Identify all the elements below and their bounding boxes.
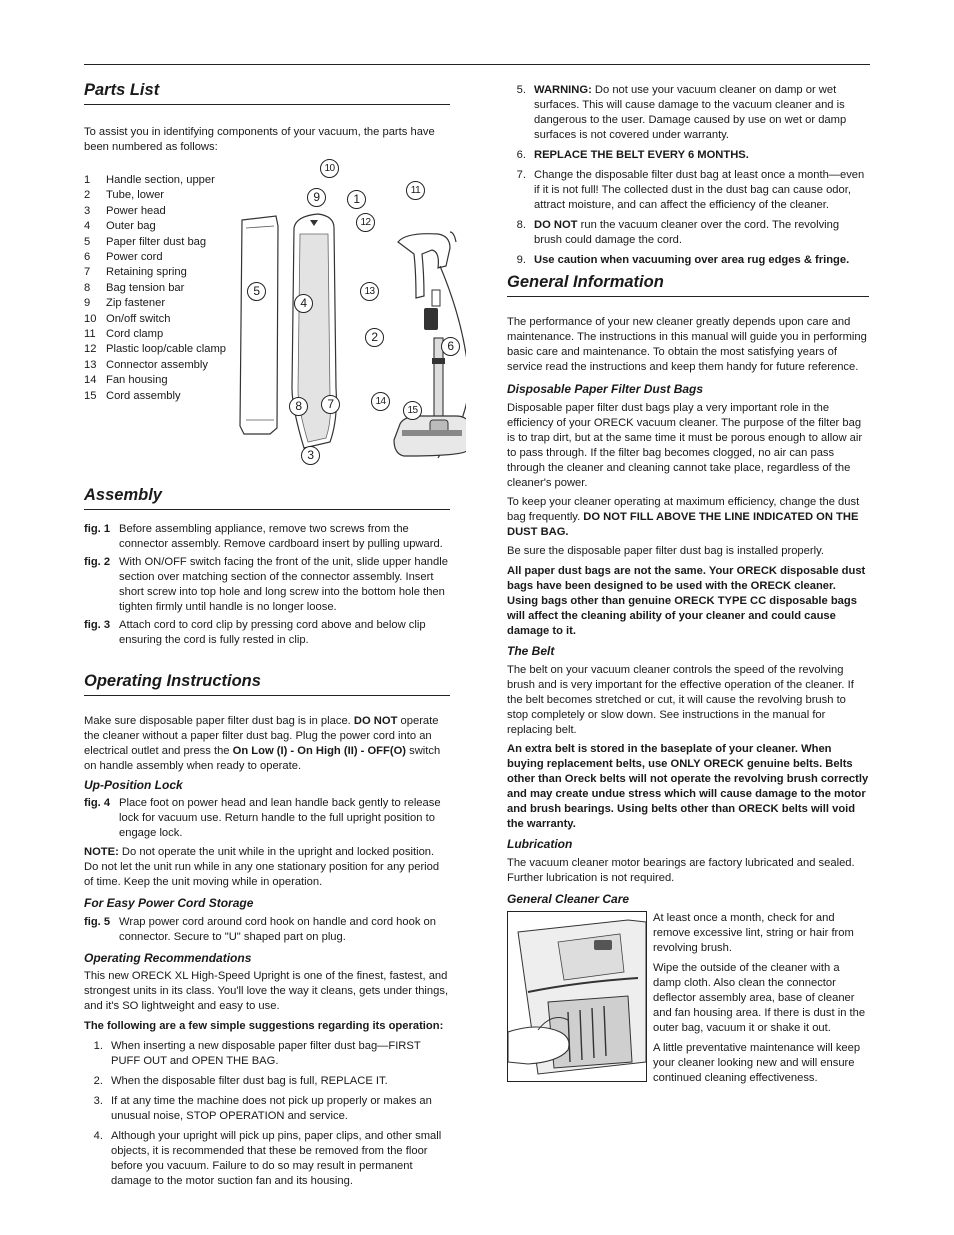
diagram-callout: 6 (441, 337, 460, 356)
belt-p2: An extra belt is stored in the baseplate of your cleaner. When buying replacement belts, use ONLY ORECK genuine belts. Belts other than Oreck belts will not operate the revolving brush correctly and may create undue stress which will cause damage to the motor and brush bearings. Using belts other than ORECK belts will void the warranty. (507, 743, 869, 830)
diagram-callout: 5 (247, 282, 266, 301)
operating-intro: Make sure disposable paper filter dust bag is in place. DO NOT operate the cleaner without a paper filter dust bag. Plug the power cord into an electrical outlet and press the On Low (I) - On High (II) - OFF(O) switch on handle assembly when ready to operate. (84, 715, 441, 772)
cleaner-care-text (653, 911, 869, 1086)
assembly-fig: fig. 3 Attach cord to cord clip by pressing cord above and below clip ensuring the cord is fully rested in clip. (84, 619, 426, 646)
dust-bags-p4: All paper dust bags are not the same. Your ORECK disposable dust bags have been designed to be used with the ORECK cleaner. Using bags other than genuine ORECK TYPE CC disposable bags will affect the cleaning ability of your cleaner and could cause damage to it. (507, 565, 866, 637)
diagram-callout: 14 (371, 392, 390, 411)
parts-list-item: 8 Bag tension bar (84, 281, 185, 294)
list-item: 7. Change the disposable filter dust bag at least once a month—even if it is not full! The collected dust in the dust bag can cause odor, attract moisture, and can affect the efficiency of the cleaner. (516, 169, 865, 211)
assembly-section (84, 485, 450, 648)
diagram-callout: 10 (320, 159, 339, 178)
operating-section (84, 671, 450, 1189)
assembly-fig: fig. 1 Before assembling appliance, remove two screws from the connector assembly. Remove cardboard insert by pulling upward. (84, 523, 443, 550)
top-rule (84, 64, 870, 65)
dust-bags-p2: To keep your cleaner operating at maximum efficiency, change the dust bag frequently. DO NOT FILL ABOVE THE LINE INDICATED ON THE DUST BAG. (507, 496, 860, 538)
recommendations-heading: Operating Recommendations (84, 951, 252, 965)
parts-list-intro: To assist you in identifying components of your vacuum, the parts have been numbered as follows: (84, 126, 435, 153)
fig-4: fig. 4 Place foot on power head and lean handle back gently to release lock for vacuum use. Return handle to the full upright position to engage lock. (84, 797, 441, 839)
list-item: 8. DO NOT run the vacuum cleaner over the cord. The revolving brush could damage the cord. (516, 219, 840, 246)
list-item: 2. When the disposable filter dust bag is full, REPLACE IT. (93, 1075, 388, 1087)
parts-list-item: 1 Handle section, upper (84, 174, 215, 186)
cord-storage-heading: For Easy Power Cord Storage (84, 896, 254, 910)
diagram-callout: 13 (360, 282, 379, 301)
diagram-callout: 8 (289, 397, 308, 416)
diagram-callout: 3 (301, 446, 320, 465)
up-position-heading: Up-Position Lock (84, 778, 183, 792)
list-item: 3. If at any time the machine does not pick up properly or makes an unusual noise, STOP OPERATION and service. (93, 1095, 432, 1122)
parts-list-item: 6 Power cord (84, 251, 163, 264)
parts-list-item: 15 Cord assembly (84, 389, 181, 402)
parts-list-item: 11 Cord clamp (84, 328, 164, 341)
paper-filter-bag-drawing (240, 216, 278, 434)
belt-heading: The Belt (507, 644, 555, 658)
dust-bags-p1: Disposable paper filter dust bags play a very important role in the efficiency of your ORECK vacuum cleaner. The purpose of the filter bag is to trap dirt, but at the same time it must be porous enough to allow air to pass through. If the filter bag becomes clogged, no air can pass through the cleaner and cleaning cannot take place, regardless of the cleaner's power. (507, 402, 863, 489)
parts-list-item: 13 Connector assembly (84, 358, 208, 371)
diagram-callout: 1 (347, 190, 366, 209)
suggestions-text: The following are a few simple suggestions regarding its operation: (84, 1020, 444, 1032)
cleaner-care-p1: At least once a month, check for and remove excessive lint, string or hair from revolving brush. (653, 912, 854, 954)
fig-5: fig. 5 Wrap power cord around cord hook on handle and cord hook on connector. Secure to "U" shaped part on plug. (84, 916, 436, 943)
assembly-fig: fig. 2 With ON/OFF switch facing the front of the unit, slide upper handle section over matching section of the connector assembly. Insert short screw into top hole and long screw into the bottom hole then tighten firmly until handle is no longer loose. (84, 556, 448, 613)
parts-list-section (84, 80, 454, 470)
operating-list (84, 1039, 450, 1189)
parts-list-item: 5 Paper filter dust bag (84, 235, 207, 248)
diagram-callout: 12 (356, 213, 375, 232)
general-info-text: The performance of your new cleaner greatly depends upon care and maintenance. The instructions in this manual will guide you in performing basic care and maintenance. To obtain the most satisfying years of service read the instructions and keep them handy for future reference. (507, 316, 867, 373)
parts-list-item: 4 Outer bag (84, 220, 156, 233)
dust-bags-p3: Be sure the disposable paper filter dust bag is installed properly. (507, 545, 824, 557)
recommendations-text: This new ORECK XL High-Speed Upright is one of the finest, fastest, and strongest units in its class. You'll love the way it cleans, gets under things, and it's SO lightweight and easy to use. (84, 970, 449, 1012)
parts-list-item: 2 Tube, lower (84, 189, 165, 202)
list-item: 4. Although your upright will pick up pins, paper clips, and other small objects, it is recommended that these be removed from the floor before you vacuum. Failure to do so may result in permanent damage to the motor suction fan and its housing. (93, 1130, 442, 1187)
general-info-heading: General Information (507, 272, 869, 297)
parts-list-item: 3 Power head (84, 204, 166, 217)
list-item: 9. Use caution when vacuuming over area rug edges & fringe. (516, 254, 850, 266)
diagram-callout: 2 (365, 328, 384, 347)
cleaner-care-box (507, 911, 869, 1086)
diagram-callout: 7 (321, 395, 340, 414)
note-paragraph: NOTE: Do not operate the unit while in the upright and locked position. Do not let the unit run while in any one stationary position for any period of time. Keep the unit moving while in operation. (84, 846, 440, 888)
diagram-callout: 11 (406, 181, 425, 200)
left-column (84, 70, 454, 1194)
parts-list-heading: Parts List (84, 80, 450, 105)
cleaner-care-p2: Wipe the outside of the cleaner with a damp cloth. Also clean the connector deflector assembly area, base of cleaner and fan housing area. If there is dust in the outer bag, vacuum it or shake it out. (653, 962, 866, 1034)
cleaner-care-heading: General Cleaner Care (507, 892, 630, 906)
brush-cleaning-illustration (507, 911, 647, 1082)
parts-list-item: 7 Retaining spring (84, 266, 187, 279)
parts-list-item: 14 Fan housing (84, 374, 168, 387)
list-item: 6. REPLACE THE BELT EVERY 6 MONTHS. (516, 149, 749, 161)
list-item: 5. WARNING: Do not use your vacuum cleaner on damp or wet surfaces. This will cause damage to the vacuum cleaner and is dangerous to the user. Damage caused by use on wet or damp surfaces is not covered under warranty. (516, 84, 847, 141)
assembly-figs (84, 522, 450, 648)
assembly-heading: Assembly (84, 485, 450, 510)
diagram-callout: 9 (307, 188, 326, 207)
diagram-callout: 15 (403, 401, 422, 420)
dust-bags-heading: Disposable Paper Filter Dust Bags (507, 382, 704, 396)
operating-heading: Operating Instructions (84, 671, 450, 696)
parts-list-item: 12 Plastic loop/cable clamp (84, 343, 227, 356)
lubrication-heading: Lubrication (507, 837, 573, 851)
operating-list-continued (507, 83, 869, 268)
right-column (507, 70, 869, 1086)
parts-list-item: 9 Zip fastener (84, 297, 166, 310)
belt-p1: The belt on your vacuum cleaner controls the speed of the revolving brush and is very important for the effective operation of the cleaner. If the belt becomes stretched or cut, it will cause the revolving brush to stop completely or slow down. See instructions in the manual for replacing belt. (507, 664, 854, 736)
lubrication-text: The vacuum cleaner motor bearings are factory lubricated and sealed. Further lubrication is not required. (507, 857, 855, 884)
on-off-switch-drawing (424, 308, 438, 330)
parts-list-item: 10 On/off switch (84, 312, 171, 325)
list-item: 1. When inserting a new disposable paper filter dust bag—FIRST PUFF OUT and OPEN THE BAG. (93, 1040, 421, 1067)
cleaner-care-p3: A little preventative maintenance will keep your cleaner looking new and will ensure continued cleaning effectiveness. (653, 1042, 861, 1084)
diagram-callout: 4 (294, 294, 313, 313)
